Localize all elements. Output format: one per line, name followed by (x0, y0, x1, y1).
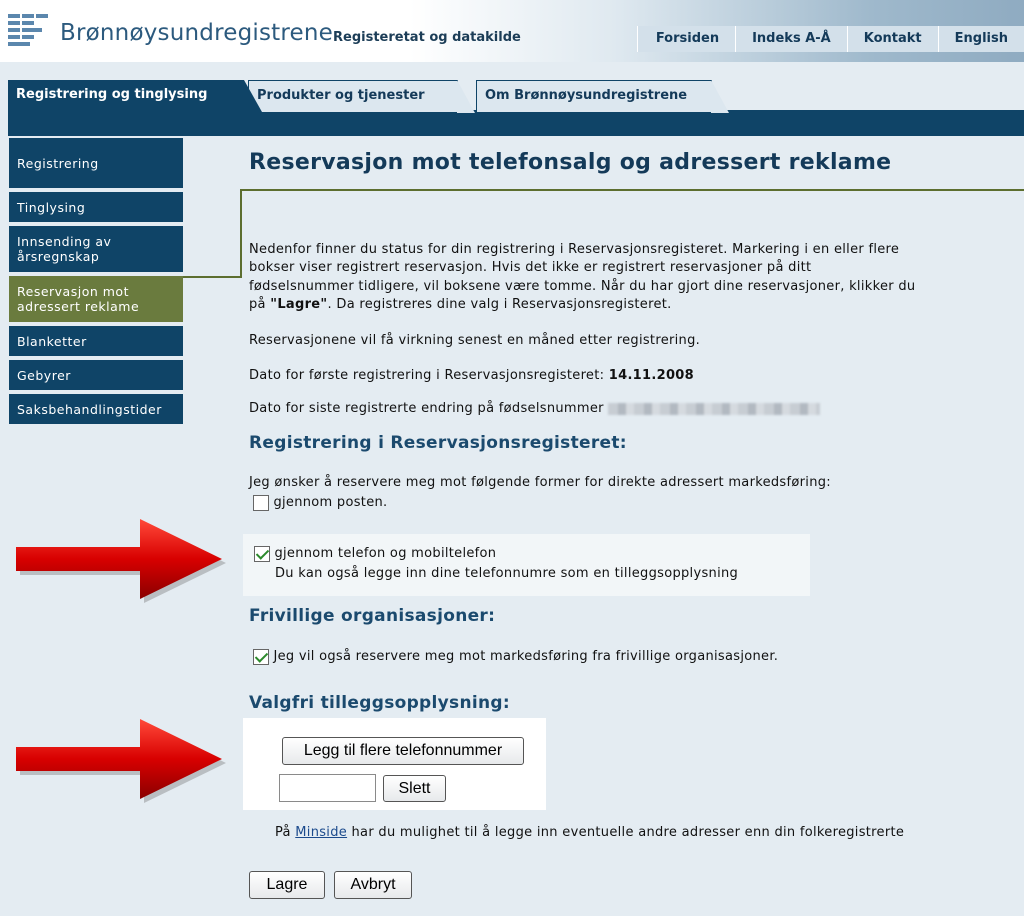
minside-link[interactable]: Minside (295, 825, 348, 840)
first-registration-label: Dato for første registrering i Reservasjonsregisteret: (249, 368, 609, 383)
option-post-label: gjennom posten. (273, 495, 388, 510)
option-voluntary-row (253, 648, 778, 666)
tab-label: Om Brønnøysundregistrene (485, 88, 688, 103)
option-post-row (253, 494, 387, 512)
nav-link-indeks[interactable]: Indeks A-Å (735, 26, 847, 52)
tab-produkter[interactable] (248, 80, 458, 112)
intro-text: på (249, 297, 271, 312)
option-voluntary-label: Jeg vil også reservere meg mot markedsføring fra frivillige organisasjoner. (273, 649, 779, 664)
cancel-button[interactable]: Avbryt (334, 871, 412, 899)
add-phone-button[interactable]: Legg til flere telefonnummer (282, 737, 524, 765)
minside-pre: På (275, 825, 296, 840)
tab-label: Produkter og tjenester (257, 88, 425, 103)
wish-text: Jeg ønsker å reservere meg mot følgende former for direkte adressert markedsføring: (249, 475, 831, 490)
nav-link-kontakt[interactable]: Kontakt (847, 26, 938, 52)
sidebar-item-registrering[interactable]: Registrering (9, 138, 183, 188)
first-registration (249, 367, 694, 385)
divider-line (240, 189, 1024, 191)
tab-registrering[interactable] (8, 80, 244, 112)
first-registration-date: 14.11.2008 (608, 368, 694, 383)
red-arrow-icon (12, 715, 227, 803)
logo-text[interactable]: Brønnøysundregistrene (60, 20, 334, 46)
divider-line (240, 189, 242, 277)
option-phone-row (254, 545, 496, 563)
top-navigation (637, 26, 1024, 52)
divider-line (183, 276, 242, 278)
tab-strip (8, 110, 1024, 136)
sidebar-item-gebyrer[interactable]: Gebyrer (9, 360, 183, 390)
intro-line: bokser viser registrert reservasjon. Hvis det ikke er registrert reservasjoner på ditt (249, 260, 812, 275)
intro-line: fødselsnummer tidligere, vil boksene være tomme. Når du har gjort dine reservasjoner, klikker du (249, 279, 916, 294)
minside-post: har du mulighet til å legge inn eventuelle andre adresser enn din folkeregistrerte (347, 825, 905, 840)
tab-label: Registrering og tinglysing (16, 87, 208, 102)
checkbox-voluntary[interactable] (253, 649, 269, 665)
intro-text: . Da registreres dine valg i Reservasjonsregisteret. (327, 297, 672, 312)
logo-icon[interactable] (8, 14, 48, 46)
sidebar-item-reservasjon[interactable]: Reservasjon mot adressert reklame (9, 276, 183, 322)
minside-text (275, 824, 904, 842)
red-arrow-icon (12, 515, 227, 603)
last-change-label: Dato for siste registrerte endring på fødselsnummer (249, 401, 604, 416)
nav-link-forsiden[interactable]: Forsiden (637, 26, 735, 52)
intro-line (249, 296, 672, 314)
sidebar-item-blanketter[interactable]: Blanketter (9, 326, 183, 356)
checkbox-post[interactable] (253, 495, 269, 511)
page-title: Reservasjon mot telefonsalg og adressert reklame (249, 150, 892, 175)
intro-emphasis: "Lagre" (270, 297, 328, 312)
delete-button[interactable]: Slett (383, 775, 446, 802)
redacted-value (608, 403, 820, 415)
option-phone-hint: Du kan også legge inn dine telefonnumre som en tilleggsopplysning (275, 566, 739, 581)
main-tabs (0, 78, 1024, 136)
phone-input[interactable] (279, 774, 376, 802)
intro-line: Nedenfor finner du status for din registrering i Reservasjonsregisteret. Markering i en eller flere (249, 242, 900, 257)
last-change (249, 400, 820, 418)
section-heading-voluntary: Frivillige organisasjoner: (249, 606, 496, 626)
sidebar-item-saksbehandlingstider[interactable]: Saksbehandlingstider (9, 394, 183, 424)
checkbox-phone[interactable] (254, 546, 270, 562)
section-heading-optional: Valgfri tilleggsopplysning: (249, 693, 510, 713)
site-header (0, 0, 1024, 62)
save-button[interactable]: Lagre (249, 871, 325, 899)
nav-link-english[interactable]: English (938, 26, 1024, 52)
effect-text: Reservasjonene vil få virkning senest en måned etter registrering. (249, 333, 701, 348)
tab-om-bronnoysund[interactable] (476, 80, 712, 112)
sidebar-item-tinglysing[interactable]: Tinglysing (9, 192, 183, 222)
option-phone-label: gjennom telefon og mobiltelefon (274, 546, 497, 561)
sidebar (9, 138, 183, 428)
site-tagline: Registeretat og datakilde (333, 30, 521, 45)
sidebar-item-arsregnskap[interactable]: Innsending av årsregnskap (9, 226, 183, 272)
section-heading-registration: Registrering i Reservasjonsregisteret: (249, 433, 627, 453)
